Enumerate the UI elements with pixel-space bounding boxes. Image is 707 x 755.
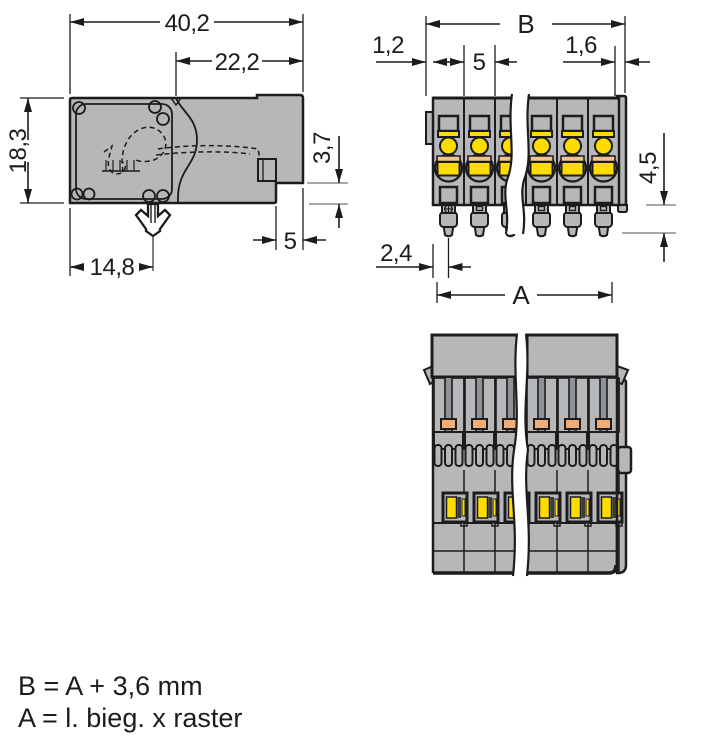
- side-body-outline: [70, 95, 303, 203]
- dim-upper-width-label: 22,2: [214, 49, 260, 76]
- dim-total-width-label: 40,2: [164, 10, 210, 37]
- pin-one-marker: [445, 205, 453, 213]
- dim-left-margin-label: 1,2: [372, 32, 404, 59]
- dim-pin-length-label: 4,5: [635, 152, 662, 184]
- dim-pin-span-label: A: [512, 280, 530, 310]
- dim-right-margin-label: 1,6: [565, 32, 597, 59]
- dim-foot-offset-label: 14,8: [89, 254, 135, 281]
- dim-pin-offset-label: 2,4: [380, 240, 412, 267]
- persp-end-hook: [618, 447, 631, 473]
- dim-height-label: 18,3: [5, 128, 32, 174]
- formula-a-text: A = l. bieg. x raster: [18, 703, 243, 733]
- persp-left-hood: [432, 335, 517, 377]
- formula-b-text: B = A + 3,6 mm: [18, 671, 203, 701]
- side-lug: [258, 159, 276, 181]
- perspective-view: [424, 334, 631, 576]
- dim-pole-pitch-label: 5: [472, 49, 486, 76]
- dim-step-width-label: 5: [283, 228, 297, 255]
- dim-step-height-label: 3,7: [309, 132, 336, 164]
- dim-overall-width-label: B: [517, 9, 535, 39]
- persp-right-hood: [527, 335, 617, 377]
